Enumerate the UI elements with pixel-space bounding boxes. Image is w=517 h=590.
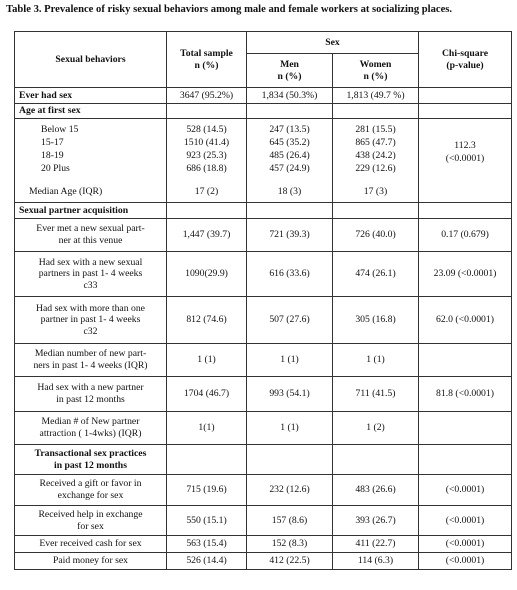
row-label-line: ners in past 1- 4 weeks (IQR)	[33, 360, 148, 371]
header-total	[167, 32, 247, 88]
row-label-line: Had sex with a new sexual	[38, 256, 143, 268]
header-sex: Sex	[247, 32, 419, 54]
table-row	[15, 412, 512, 445]
table-row	[15, 377, 512, 412]
header-men-line2: n (%)	[277, 70, 302, 82]
cell-women: 711 (41.5)	[333, 377, 419, 412]
row-label: Paid money for sex	[15, 553, 167, 570]
empty-cell	[419, 203, 512, 219]
cell-women: 393 (26.7)	[333, 506, 419, 536]
cell-chi	[419, 344, 512, 377]
cell-total: 1,447 (39.7)	[167, 219, 247, 252]
header-sexual-behaviors: Sexual behaviors	[15, 32, 167, 88]
header-women	[333, 54, 419, 88]
section-row	[15, 203, 512, 219]
cell-chi	[419, 412, 512, 445]
row-label	[15, 506, 167, 536]
empty-cell	[333, 203, 419, 219]
cell-total: 550 (15.1)	[167, 506, 247, 536]
cell-women: 1,813 (49.7 %)	[333, 88, 419, 104]
age-women	[333, 119, 419, 203]
cell-women: 114 (6.3)	[333, 553, 419, 570]
cell-chi: 112.3	[454, 140, 476, 151]
row-label-line: partner in past 1- 4 weeks	[40, 314, 141, 326]
cell-men: 1 (1)	[247, 344, 333, 377]
cell-men: 645 (35.2)	[269, 137, 310, 148]
age-chi	[419, 119, 512, 203]
row-label-line: Median number of new part-	[34, 348, 147, 360]
cell-men: 247 (13.5)	[269, 124, 310, 135]
cell-chi: (<0.0001)	[419, 506, 512, 536]
empty-cell	[167, 104, 247, 119]
row-label: Ever received cash for sex	[15, 536, 167, 553]
header-men-line1: Men	[280, 58, 299, 70]
cell-men: 412 (22.5)	[247, 553, 333, 570]
table-caption: Table 3. Prevalence of risky sexual behaviors among male and female workers at socializing places.	[6, 4, 453, 15]
cell-total: 812 (74.6)	[167, 297, 247, 344]
empty-cell	[333, 445, 419, 475]
cell-total: 563 (15.4)	[167, 536, 247, 553]
cell-women: 1 (2)	[333, 412, 419, 445]
cell-women: 726 (40.0)	[333, 219, 419, 252]
cell-total: 686 (18.8)	[186, 163, 227, 174]
cell-men: 457 (24.9)	[269, 163, 310, 174]
cell-total: 1090(29.9)	[167, 252, 247, 297]
cell-men: 721 (39.3)	[247, 219, 333, 252]
row-label-line: Had sex with more than one	[36, 302, 145, 314]
age-total	[167, 119, 247, 203]
row-label	[15, 475, 167, 506]
row-label	[15, 252, 167, 297]
cell-men: 1,834 (50.3%)	[247, 88, 333, 104]
row-label: 15-17	[41, 137, 64, 148]
cell-chi	[419, 88, 512, 104]
header-men	[247, 54, 333, 88]
cell-total: 715 (19.6)	[167, 475, 247, 506]
empty-cell	[167, 203, 247, 219]
cell-chi: (<0.0001)	[419, 553, 512, 570]
row-label-line: Ever met a new sexual part-	[36, 223, 145, 235]
cell-total: 1(1)	[167, 412, 247, 445]
cell-chi: (<0.0001)	[445, 153, 485, 164]
table-row	[15, 344, 512, 377]
header-chi	[419, 32, 512, 88]
row-label-line: partners in past 1- 4 weeks	[38, 268, 143, 280]
header-women-line1: Women	[359, 58, 392, 70]
row-label: 20 Plus	[41, 163, 70, 174]
header-total-line2: n (%)	[194, 59, 219, 71]
row-label	[15, 377, 167, 412]
row-label-line: Median # of New partner	[41, 416, 140, 428]
cell-chi: 0.17 (0.679)	[419, 219, 512, 252]
row-label-line: Received help in exchange	[38, 508, 143, 520]
section-row	[15, 445, 512, 475]
cell-total: 3647 (95.2%)	[167, 88, 247, 104]
cell-chi: 81.8 (<0.0001)	[419, 377, 512, 412]
cell-women: 17 (3)	[363, 186, 388, 197]
row-label	[15, 297, 167, 344]
row-label: Median Age (IQR)	[29, 186, 103, 197]
row-label: Ever had sex	[15, 88, 167, 104]
header-women-line2: n (%)	[363, 70, 388, 82]
cell-total: 528 (14.5)	[186, 124, 227, 135]
header-chi-line1: Chi-square	[441, 47, 489, 59]
cell-chi: (<0.0001)	[419, 536, 512, 553]
empty-cell	[419, 104, 512, 119]
table-row	[15, 119, 512, 203]
section-row	[15, 104, 512, 119]
cell-women: 474 (26.1)	[333, 252, 419, 297]
table-row	[15, 252, 512, 297]
age-labels	[15, 119, 167, 203]
section-title-partner: Sexual partner acquisition	[15, 203, 167, 219]
cell-men: 18 (3)	[277, 186, 302, 197]
cell-women: 1 (1)	[333, 344, 419, 377]
cell-men: 485 (26.4)	[269, 150, 310, 161]
row-label: 18-19	[41, 150, 64, 161]
row-label-line: for sex	[77, 520, 104, 532]
row-label	[15, 219, 167, 252]
cell-total: 923 (25.3)	[186, 150, 227, 161]
table-row	[15, 553, 512, 570]
empty-cell	[247, 203, 333, 219]
empty-cell	[247, 445, 333, 475]
table-row	[15, 219, 512, 252]
cell-women: 865 (47.7)	[355, 137, 396, 148]
row-label-line: ner at this venue	[58, 235, 123, 246]
header-row	[15, 32, 512, 54]
cell-men: 157 (8.6)	[247, 506, 333, 536]
table-row	[15, 536, 512, 553]
section-title-age: Age at first sex	[15, 104, 167, 119]
cell-women: 305 (16.8)	[333, 297, 419, 344]
cell-women: 483 (26.6)	[333, 475, 419, 506]
header-chi-line2: (p-value)	[446, 59, 484, 71]
cell-men: 507 (27.6)	[247, 297, 333, 344]
section-title-transaction	[15, 445, 167, 475]
cell-women: 281 (15.5)	[355, 124, 396, 135]
cell-total: 1 (1)	[167, 344, 247, 377]
cell-men: 616 (33.6)	[247, 252, 333, 297]
cell-men: 1 (1)	[247, 412, 333, 445]
row-label-line: Received a gift or favor in	[39, 478, 142, 490]
row-label-line: c33	[83, 279, 98, 291]
row-label-line: c32	[83, 325, 98, 337]
row-label-line: attraction ( 1-4wks) (IQR)	[39, 428, 142, 439]
section-title-line: Transactional sex practices	[34, 447, 147, 459]
cell-women: 411 (22.7)	[333, 536, 419, 553]
cell-men: 993 (54.1)	[247, 377, 333, 412]
cell-total: 17 (2)	[194, 186, 219, 197]
row-label: Below 15	[41, 124, 79, 135]
cell-chi: 62.0 (<0.0001)	[419, 297, 512, 344]
row-label-line: exchange for sex	[57, 490, 124, 501]
age-men	[247, 119, 333, 203]
empty-cell	[333, 104, 419, 119]
row-label-line: Had sex with a new partner	[37, 382, 144, 394]
empty-cell	[247, 104, 333, 119]
table-row	[15, 506, 512, 536]
data-table	[14, 31, 512, 570]
empty-cell	[167, 445, 247, 475]
row-label-line: in past 12 months	[56, 394, 125, 405]
cell-total: 526 (14.4)	[167, 553, 247, 570]
cell-men: 152 (8.3)	[247, 536, 333, 553]
cell-chi: (<0.0001)	[419, 475, 512, 506]
table-row	[15, 88, 512, 104]
table-row	[15, 475, 512, 506]
cell-women: 438 (24.2)	[355, 150, 396, 161]
section-title-line: in past 12 months	[54, 459, 127, 471]
table-row	[15, 297, 512, 344]
header-total-line1: Total sample	[180, 47, 233, 59]
cell-men: 232 (12.6)	[247, 475, 333, 506]
cell-total: 1510 (41.4)	[183, 137, 230, 148]
row-label	[15, 344, 167, 377]
cell-chi: 23.09 (<0.0001)	[419, 252, 512, 297]
empty-cell	[419, 445, 512, 475]
cell-women: 229 (12.6)	[355, 163, 396, 174]
cell-total: 1704 (46.7)	[167, 377, 247, 412]
row-label	[15, 412, 167, 445]
